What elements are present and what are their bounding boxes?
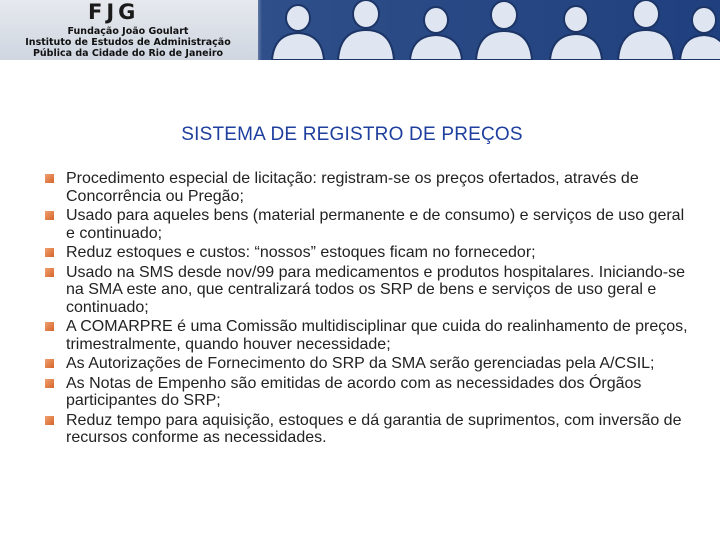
fjg-logo: FJG: [88, 0, 140, 24]
list-item-text: Procedimento especial de licitação: registram-se os preços ofertados, através de Concorrência ou Pregão;: [66, 170, 639, 205]
bullet-icon: [45, 416, 54, 425]
list-item: [45, 412, 695, 447]
people-silhouettes-graphic: [258, 0, 720, 60]
banner-line-institute: Instituto de Estudos de Administração: [25, 37, 231, 48]
header-banner: [0, 0, 720, 60]
list-item: [45, 375, 695, 410]
banner-text-panel: [0, 0, 258, 60]
list-item-text: Reduz tempo para aquisição, estoques e dá garantia de suprimentos, com inversão de recursos conforme as necessidades.: [66, 411, 682, 446]
list-item: [45, 170, 695, 205]
list-item-text: Reduz estoques e custos: “nossos” estoques ficam no fornecedor;: [66, 244, 536, 261]
list-item-text: As Notas de Empenho são emitidas de acordo com as necessidades dos Órgãos participantes do SRP;: [66, 374, 642, 409]
list-item: [45, 244, 695, 262]
banner-line-foundation: Fundação João Goulart: [67, 26, 189, 37]
list-item: [45, 207, 695, 242]
list-item: [45, 318, 695, 353]
bullet-icon: [45, 322, 54, 331]
bullet-icon: [45, 174, 54, 183]
bullet-icon: [45, 268, 54, 277]
bullet-icon: [45, 248, 54, 257]
bullet-icon: [45, 379, 54, 388]
list-item-text: A COMARPRE é uma Comissão multidisciplinar que cuida do realinhamento de preços, trimestralmente, quando houver necessidade;: [66, 318, 688, 353]
bullet-icon: [45, 211, 54, 220]
list-item: [45, 355, 695, 373]
banner-line-city: Pública da Cidade do Rio de Janeiro: [32, 48, 224, 59]
bullet-list: [45, 170, 695, 449]
list-item-text: Usado para aqueles bens (material permanente e de consumo) e serviços de uso geral e continuado;: [66, 207, 685, 242]
bullet-icon: [45, 359, 54, 368]
list-item: [45, 264, 695, 317]
list-item-text: Usado na SMS desde nov/99 para medicamentos e produtos hospitalares. Iniciando-se na SMA este ano, que centralizará todos os SRP de bens e serviços de uso geral e continuado;: [66, 263, 686, 316]
slide-title: SISTEMA DE REGISTRO DE PREÇOS: [181, 124, 523, 145]
list-item-text: As Autorizações de Fornecimento do SRP da SMA serão gerenciadas pela A/CSIL;: [66, 355, 655, 372]
